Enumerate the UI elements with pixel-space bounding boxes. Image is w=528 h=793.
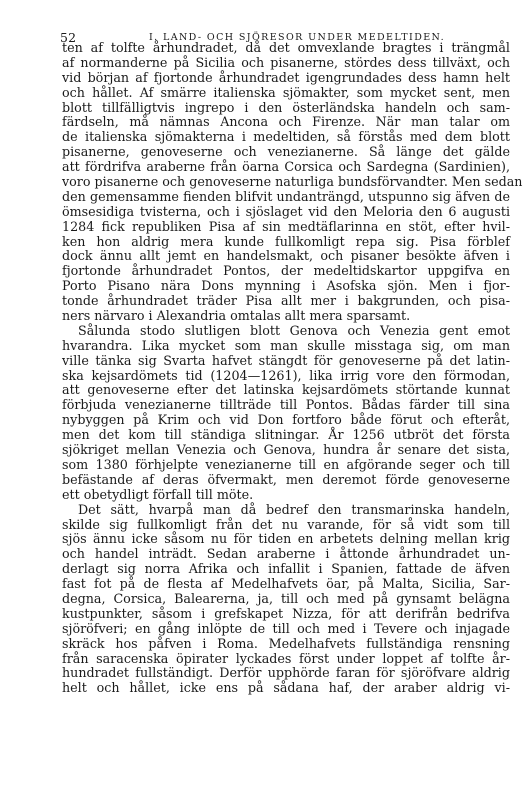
text-line: den gemensamme fienden blifvit undanträngd, utspunno sig äfven de [62, 188, 510, 204]
text-line: att genoveserne efter det latinska kejsardömets störtande kunnat [62, 382, 510, 398]
text-line: nybyggen på Krim och vid Don fortforo både förut och efteråt, [62, 412, 510, 428]
text-line: sjös ännu icke såsom nu för tiden en arbetets delning mellan krig [62, 531, 510, 547]
text-line: som 1380 förhjelpte venezianerne till en afgörande seger och till [62, 456, 510, 472]
text-line: att fördrifva araberne från öarna Corsica och Sardegna (Sardinien), [62, 159, 510, 175]
text-line: skilde sig fullkomligt från det nu varande, för så vidt som till [62, 516, 510, 532]
text-line: Det sätt, hvarpå man då bedref den transmarinska handeln, [78, 501, 510, 517]
text-line: fast fot på de flesta af Medelhafvets öar, på Malta, Sicilia, Sar- [62, 576, 510, 592]
text-line: befästande af deras öfvermakt, men deremot förde genoveserne [62, 471, 510, 487]
text-line: derlagt sig norra Afrika och infallit i Spanien, fattade de äfven [62, 561, 510, 577]
text-line: helt och hållet, icke ens på sådana haf, der araber aldrig vi- [62, 680, 510, 696]
text-line: blott tillfälligtvis ingrepo i den österländska handeln och sam- [62, 99, 510, 115]
page-number: 52 [60, 30, 77, 45]
text-line: hundradet fullständigt. Derför upphörde faran för sjöröfvare aldrig [62, 665, 510, 681]
text-line: pisanerne, genoveserne och venezianerne. Så länge det gälde [62, 144, 510, 160]
text-line: ken hon aldrig mera kunde fullkomligt repa sig. Pisa förblef [62, 233, 510, 249]
text-line: ett obetydligt förfall till möte. [62, 486, 254, 502]
text-line: skräck hos påfven i Roma. Medelhafvets fullständiga rensning [62, 635, 510, 651]
body-text [62, 40, 523, 696]
text-line: förbjuda venezianerne tillträde till Pontos. Bådas färder till sina [62, 397, 510, 413]
text-line: Porto Pisano nära Dons mynning i Asofska sjön. Men i fjor- [62, 278, 510, 294]
text-line: vid början af fjortonde århundradet igengrundades dess hamn helt [62, 69, 510, 85]
text-line: ners närvaro i Alexandria omtalas allt mera sparsamt. [62, 308, 411, 324]
text-line: tonde århundradet träder Pisa allt mer i bakgrunden, och pisa- [62, 293, 510, 309]
text-line: 1284 fick republiken Pisa af sin medtäflarinna en stöt, efter hvil- [62, 218, 510, 234]
running-head: I. LAND- OCH SJÖRESOR UNDER MEDELTIDEN. [149, 32, 446, 43]
text-line: ville tänka sig Svarta hafvet stängdt för genoveserne på det latin- [62, 352, 510, 368]
text-line: degna, Corsica, Balearerna, ja, till och med på gynsamt belägna [62, 590, 510, 606]
text-line: och handel inträdt. Sedan araberne i åttonde århundradet un- [62, 546, 510, 562]
text-line: dock ännu allt jemt en handelsmakt, och pisaner besökte äfven i [62, 248, 510, 264]
text-line: ten af tolfte århundradet, då det omvexlande bragtes i trängmål [62, 40, 510, 55]
text-line: från saracenska öpirater lyckades först under loppet af tolfte år- [62, 650, 510, 666]
text-line: hvarandra. Lika mycket som man skulle misstaga sig, om man [62, 337, 510, 353]
text-line: kustpunkter, såsom i grefskapet Nizza, för att derifrån bedrifva [62, 605, 510, 621]
text-line: och hållet. Af smärre italienska sjömakter, som mycket sent, men [62, 84, 510, 100]
text-line: men det kom till ständiga slitningar. År 1256 utbröt det första [62, 427, 510, 443]
text-line: Sålunda stodo slutligen blott Genova och Venezia gent emot [78, 322, 510, 338]
text-line: sjöröfveri; en gång inlöpte de till och med i Tevere och injagade [62, 620, 510, 636]
text-line: de italienska sjömakterna i medeltiden, så förstås med dem blott [62, 129, 510, 145]
text-line: ska kejsardömets tid (1204—1261), lika irrig vore den förmodan, [62, 367, 510, 383]
text-line: af normanderne på Sicilia och pisanerne, stördes dess tillväxt, och [62, 54, 510, 70]
text-line: fjortonde århundradet Pontos, der medeltidskartor uppgifva en [62, 263, 510, 279]
text-line: voro pisanerne och genoveserne naturliga bundsförvandter. Men sedan [62, 174, 523, 190]
text-line: sjökriget mellan Venezia och Genova, hundra år senare det sista, [62, 442, 510, 458]
text-line: färdseln, må nämnas Ancona och Firenze. När man talar om [62, 114, 510, 130]
text-line: ömsesidiga tvisterna, och i sjöslaget vid den Meloria den 6 augusti [62, 203, 510, 219]
